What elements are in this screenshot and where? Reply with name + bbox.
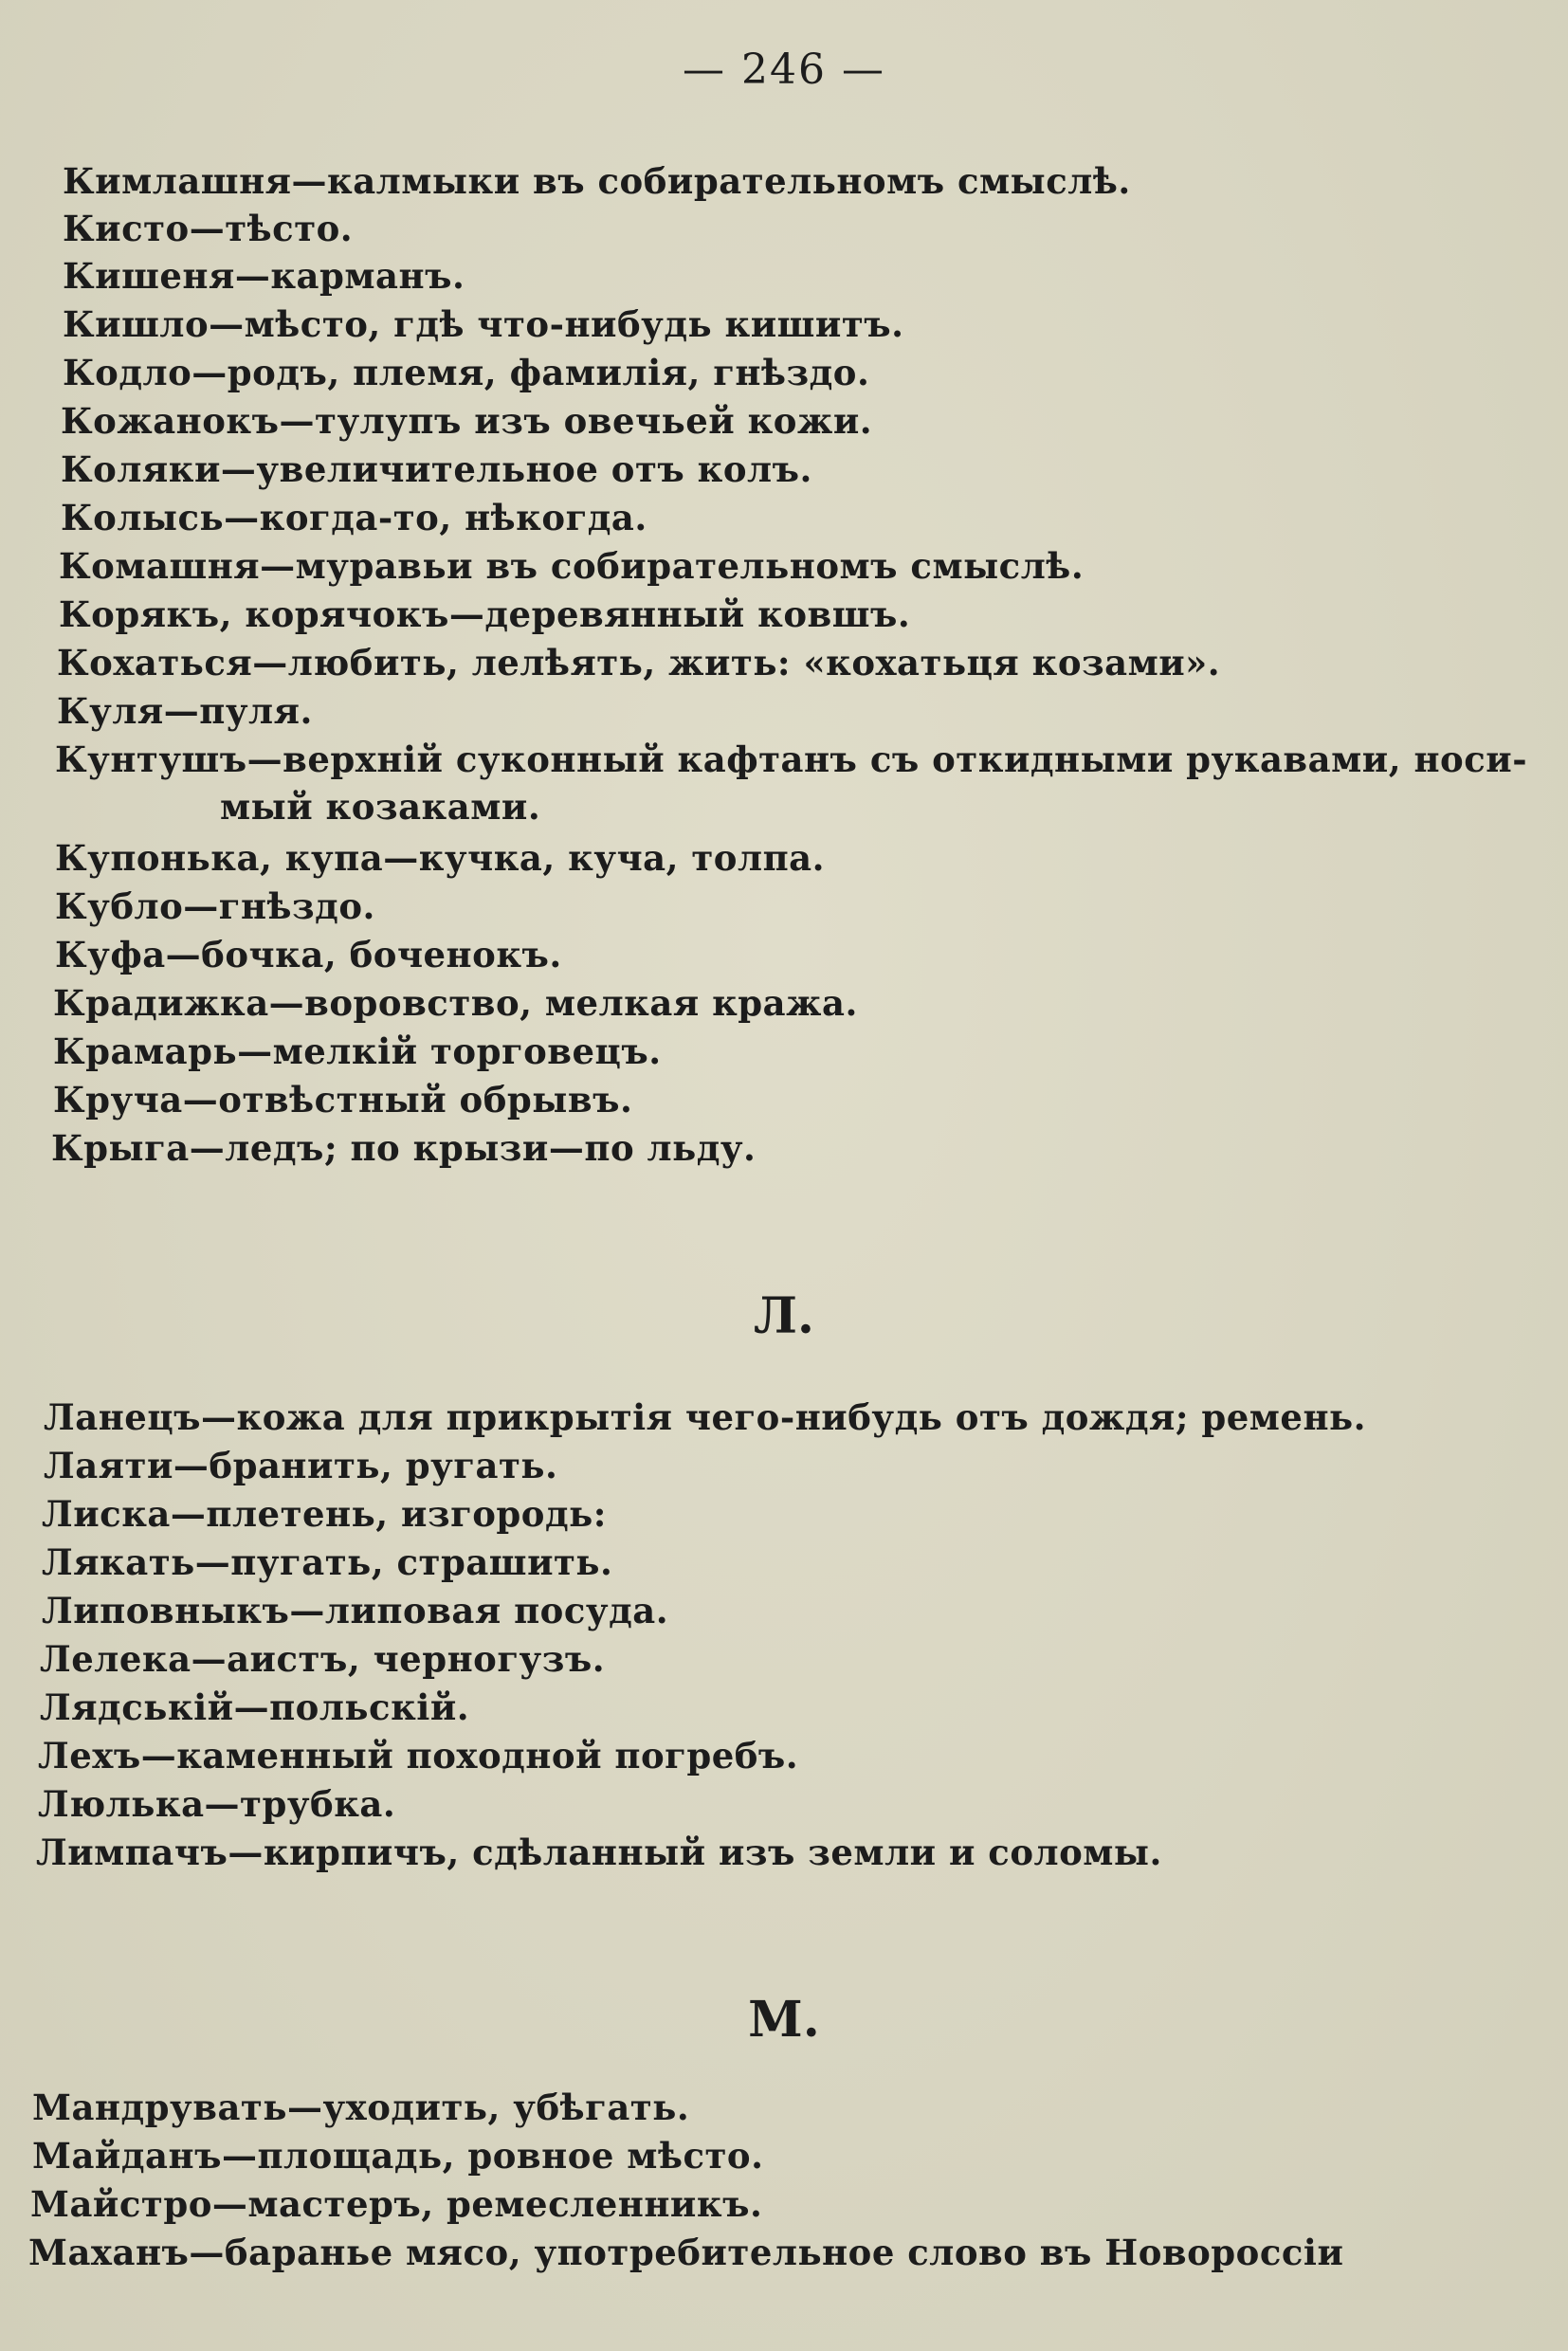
entry: Комашня—муравьи въ собирательномъ смыслѣ. bbox=[59, 545, 1085, 587]
entry: Майстро—мастеръ, ремесленникъ. bbox=[30, 2183, 763, 2225]
entry: Кимлашня—калмыки въ собирательномъ смыслѣ. bbox=[63, 160, 1131, 202]
entry: Куфа—бочка, боченокъ. bbox=[55, 934, 562, 975]
entry: Колысь—когда-то, нѣкогда. bbox=[61, 497, 647, 538]
entry: Кишло—мѣсто, гдѣ что-нибудь кишитъ. bbox=[63, 303, 904, 345]
entry: Лиска—плетень, изгородь: bbox=[42, 1493, 607, 1535]
entry: Кожанокъ—тулупъ изъ овечьей кожи. bbox=[61, 400, 873, 442]
entry: Крыга—ледъ; по крызи—по льду. bbox=[51, 1127, 757, 1169]
entry: Кисто—тѣсто. bbox=[63, 208, 354, 249]
entry: Кодло—родъ, племя, фамилія, гнѣздо. bbox=[63, 352, 870, 393]
entry: Кишеня—карманъ. bbox=[63, 255, 465, 297]
entry: Люлька—трубка. bbox=[38, 1783, 396, 1825]
entry: Лелека—аистъ, черногузъ. bbox=[40, 1638, 606, 1680]
entry: Коляки—увеличительное отъ колъ. bbox=[61, 448, 812, 490]
entry: Лаяти—бранить, ругать. bbox=[44, 1445, 558, 1486]
entry: Мандрувать—уходить, убѣгать. bbox=[32, 2087, 690, 2128]
entry: Маханъ—баранье мясо, употребительное слово въ Новороссіи bbox=[28, 2232, 1344, 2273]
entry: Липовныкъ—липовая посуда. bbox=[42, 1590, 669, 1631]
entry: Круча—отвѣстный обрывъ. bbox=[53, 1079, 633, 1121]
section-heading-l: Л. bbox=[753, 1287, 815, 1345]
entry: Лядській—польскій. bbox=[40, 1686, 470, 1728]
entry: Лимпачъ—кирпичъ, сдѣланный изъ земли и соломы. bbox=[36, 1832, 1162, 1873]
entry: Лехъ—каменный походной погребъ. bbox=[38, 1735, 799, 1777]
entry: Купонька, купа—кучка, куча, толпа. bbox=[55, 837, 826, 879]
entry: Кохаться—любить, лелѣять, жить: «кохатьця козами». bbox=[57, 642, 1221, 683]
entry: Ланецъ—кожа для прикрытія чего-нибудь отъ дождя; ремень. bbox=[44, 1396, 1367, 1438]
entry: Майданъ—площадь, ровное мѣсто. bbox=[32, 2135, 764, 2177]
entry: Крамарь—мелкій торговецъ. bbox=[53, 1030, 662, 1072]
entry: Кунтушъ—верхній суконный кафтанъ съ откидными рукавами, носи- bbox=[55, 738, 1528, 780]
entry-continuation: мый козаками. bbox=[220, 786, 541, 828]
entry: Куля—пуля. bbox=[57, 690, 313, 732]
entry: Кубло—гнѣздо. bbox=[55, 885, 375, 927]
section-heading-m: М. bbox=[748, 1991, 820, 2049]
page-number: — 246 — bbox=[683, 46, 885, 94]
entry: Лякать—пугать, страшить. bbox=[42, 1541, 613, 1583]
entry: Корякъ, корячокъ—деревянный ковшъ. bbox=[59, 593, 911, 635]
entry: Крадижка—воровство, мелкая кража. bbox=[53, 982, 858, 1024]
